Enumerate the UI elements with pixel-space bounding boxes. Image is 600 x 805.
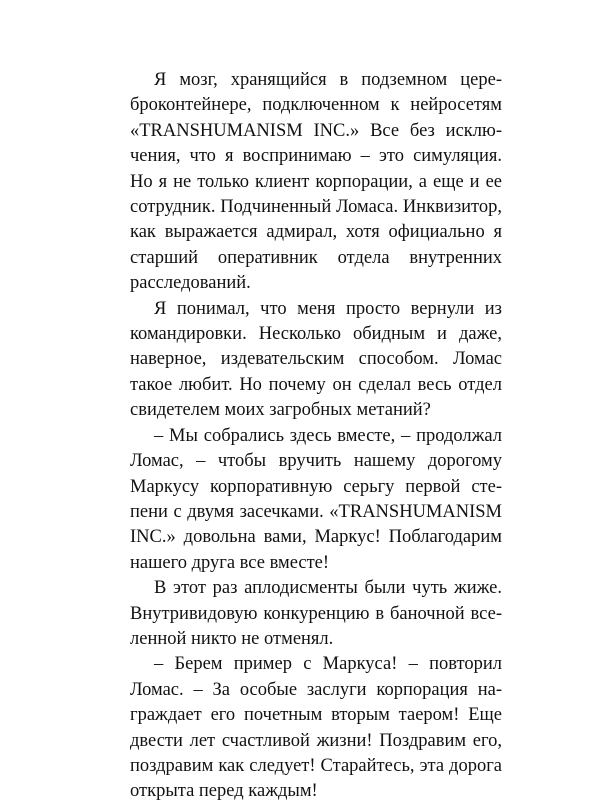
paragraph-1: Я мозг, хранящийся в подземном цереброконтейнере, подключенном к нейросетям «TRANSHUMANISM INC.» Все без исключения, что я воспринимаю – это симуляция. Но я не только клиент корпорации, а еще и ее сотрудник. Подчиненный Ломаса. Инквизитор, как выражается адмирал, хотя официально я старший оперативник отдела внутренних расследований.: [130, 70, 502, 294]
paragraph-5: – Берем пример с Маркуса! – повторил Ломас. – За особые заслуги корпорация награждает его почетным вторым таером! Еще двести лет счастливой жизни! Поздравим его, поздравим как следует! Старайтесь, эта дорога открыта перед каждым!: [130, 654, 502, 802]
paragraph-2: Я понимал, что меня просто вернули из командировки. Несколько обидным и даже, наверное, издевательским способом. Ломас такое любит. Но почему он сделал весь отдел свидетелем моих загробных метаний?: [130, 298, 502, 421]
book-page: [130, 68, 502, 805]
paragraph-4: В этот раз аплодисменты были чуть жиже. Внутривидовую конкуренцию в баночной вселенной никто не отменял.: [130, 578, 502, 649]
paragraph-3: – Мы собрались здесь вместе, – продолжал Ломас, – чтобы вручить нашему дорогому Маркусу корпоративную серьгу первой степени с двумя засечками. «TRANSHUMANISM INC.» довольна вами, Маркус! Поблагодарим нашего друга все вместе!: [130, 425, 502, 573]
